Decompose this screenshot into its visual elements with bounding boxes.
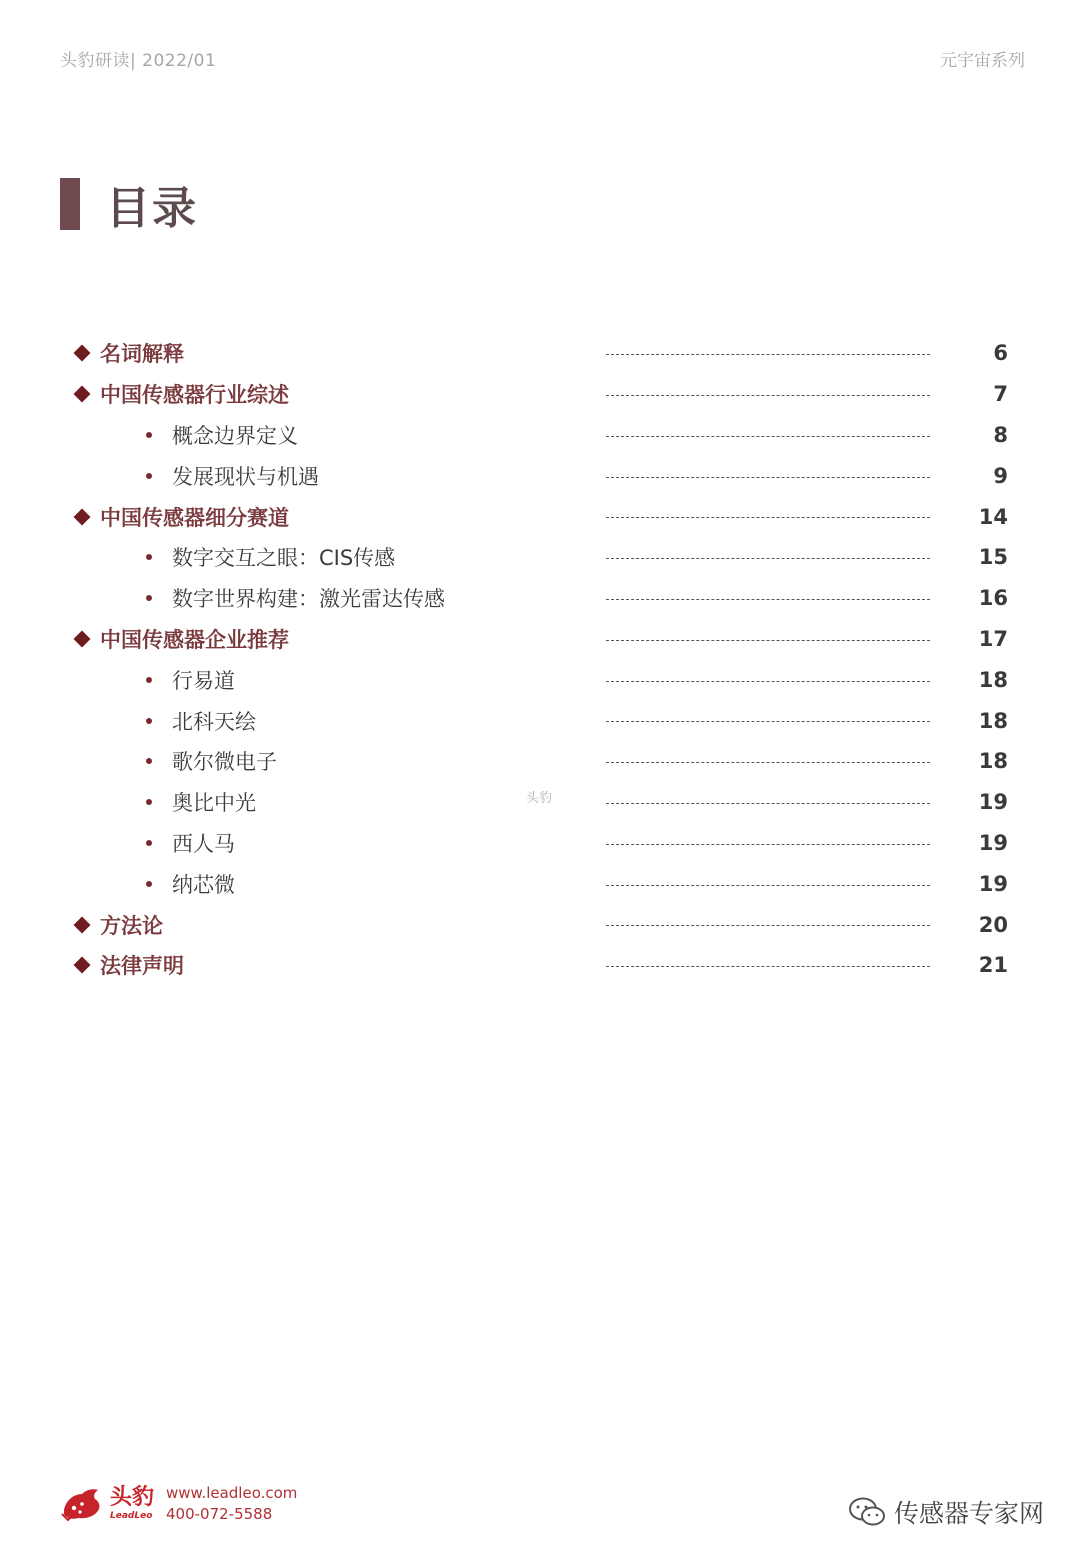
header-report-date: 头豹研读| 2022/01	[60, 51, 217, 71]
toc-subsection-row[interactable]	[0, 455, 1080, 496]
toc-page-number: 19	[978, 871, 1008, 896]
toc-subsection-row[interactable]	[0, 741, 1080, 782]
toc-page-number: 20	[978, 912, 1008, 937]
toc-subsection-row[interactable]	[0, 578, 1080, 619]
toc-entry-label: 概念边界定义	[172, 423, 298, 448]
toc-leader-dots	[606, 477, 930, 478]
toc-subsection-row[interactable]	[0, 415, 1080, 456]
toc-leader-dots	[606, 599, 930, 600]
footer-contact	[166, 1483, 297, 1525]
toc-subsection-row[interactable]	[0, 700, 1080, 741]
toc-subsection-row[interactable]	[0, 537, 1080, 578]
toc-entry-label: 中国传感器细分赛道	[100, 505, 289, 530]
diamond-bullet-icon	[74, 957, 91, 974]
brand-name-en: LeadLeo	[110, 1511, 153, 1521]
toc-leader-dots	[606, 558, 930, 559]
toc-entry-label: 名词解释	[100, 342, 184, 367]
page-title: 目录	[106, 183, 198, 234]
toc-section-row[interactable]	[0, 904, 1080, 945]
toc-page-number: 18	[978, 667, 1008, 692]
toc-entry-label: 发展现状与机遇	[172, 464, 319, 489]
brand-name-cn: 头豹	[110, 1485, 155, 1510]
toc-entry-label: 数字交互之眼：CIS传感	[172, 546, 396, 571]
diamond-bullet-icon	[74, 630, 91, 647]
diamond-bullet-icon	[74, 345, 91, 362]
toc-leader-dots	[606, 803, 930, 804]
toc-section-row[interactable]	[0, 333, 1080, 374]
toc-entry-label: 奥比中光	[172, 791, 256, 816]
toc-leader-dots	[606, 925, 930, 926]
dot-bullet-icon	[146, 677, 152, 683]
dot-bullet-icon	[146, 881, 152, 887]
toc-page-number: 7	[993, 382, 1008, 407]
title-accent-bar	[60, 178, 80, 230]
page-title-block	[60, 178, 198, 234]
toc-entry-label: 纳芯微	[172, 872, 235, 897]
dot-bullet-icon	[146, 799, 152, 805]
toc-section-row[interactable]	[0, 496, 1080, 537]
toc-page-number: 19	[978, 790, 1008, 815]
toc-subsection-row[interactable]	[0, 659, 1080, 700]
dot-bullet-icon	[146, 473, 152, 479]
diamond-bullet-icon	[74, 386, 91, 403]
toc-subsection-row[interactable]	[0, 823, 1080, 864]
toc-leader-dots	[606, 395, 930, 396]
toc-page-number: 6	[993, 341, 1008, 366]
toc-page-number: 19	[978, 830, 1008, 855]
dot-bullet-icon	[146, 595, 152, 601]
leopard-logo-icon	[60, 1484, 102, 1524]
toc-leader-dots	[606, 436, 930, 437]
toc-entry-label: 歌尔微电子	[172, 750, 277, 775]
dot-bullet-icon	[146, 718, 152, 724]
toc-leader-dots	[606, 885, 930, 886]
toc-entry-label: 西人马	[172, 831, 235, 856]
toc-leader-dots	[606, 844, 930, 845]
toc-page-number: 17	[978, 626, 1008, 651]
dot-bullet-icon	[146, 554, 152, 560]
toc-entry-label: 中国传感器企业推荐	[100, 627, 289, 652]
toc-entry-label: 行易道	[172, 668, 235, 693]
toc-leader-dots	[606, 354, 930, 355]
toc-subsection-row[interactable]	[0, 863, 1080, 904]
website-link[interactable]: www.leadleo.com	[166, 1484, 298, 1502]
diamond-bullet-icon	[74, 508, 91, 525]
toc-leader-dots	[606, 517, 930, 518]
toc-entry-label: 数字世界构建：激光雷达传感	[172, 587, 445, 612]
phone-number: 400-072-5588	[166, 1505, 273, 1523]
table-of-contents	[0, 333, 1080, 986]
footer-logo	[60, 1484, 154, 1524]
toc-page-number: 18	[978, 749, 1008, 774]
wechat-icon	[848, 1496, 886, 1528]
toc-page-number: 9	[993, 463, 1008, 488]
toc-page-number: 8	[993, 422, 1008, 447]
toc-entry-label: 法律声明	[100, 954, 184, 979]
toc-section-row[interactable]	[0, 374, 1080, 415]
dot-bullet-icon	[146, 758, 152, 764]
toc-entry-label: 方法论	[100, 913, 163, 938]
toc-leader-dots	[606, 721, 930, 722]
brand-name	[110, 1486, 154, 1522]
diamond-bullet-icon	[74, 916, 91, 933]
toc-leader-dots	[606, 640, 930, 641]
toc-leader-dots	[606, 966, 930, 967]
toc-leader-dots	[606, 681, 930, 682]
toc-page-number: 14	[978, 504, 1008, 529]
toc-entry-label: 中国传感器行业综述	[100, 383, 289, 408]
toc-page-number: 18	[978, 708, 1008, 733]
toc-entry-label: 北科天绘	[172, 709, 256, 734]
toc-page-number: 15	[978, 545, 1008, 570]
toc-leader-dots	[606, 762, 930, 763]
toc-page-number: 21	[978, 953, 1008, 978]
header-series-name: 元宇宙系列	[940, 51, 1025, 71]
dot-bullet-icon	[146, 840, 152, 846]
toc-section-row[interactable]	[0, 945, 1080, 986]
wechat-watermark	[848, 1494, 1044, 1530]
toc-page-number: 16	[978, 586, 1008, 611]
watermark-text: 头豹	[526, 791, 553, 806]
toc-section-row[interactable]	[0, 619, 1080, 660]
wechat-account-name: 传感器专家网	[893, 1499, 1044, 1528]
dot-bullet-icon	[146, 432, 152, 438]
